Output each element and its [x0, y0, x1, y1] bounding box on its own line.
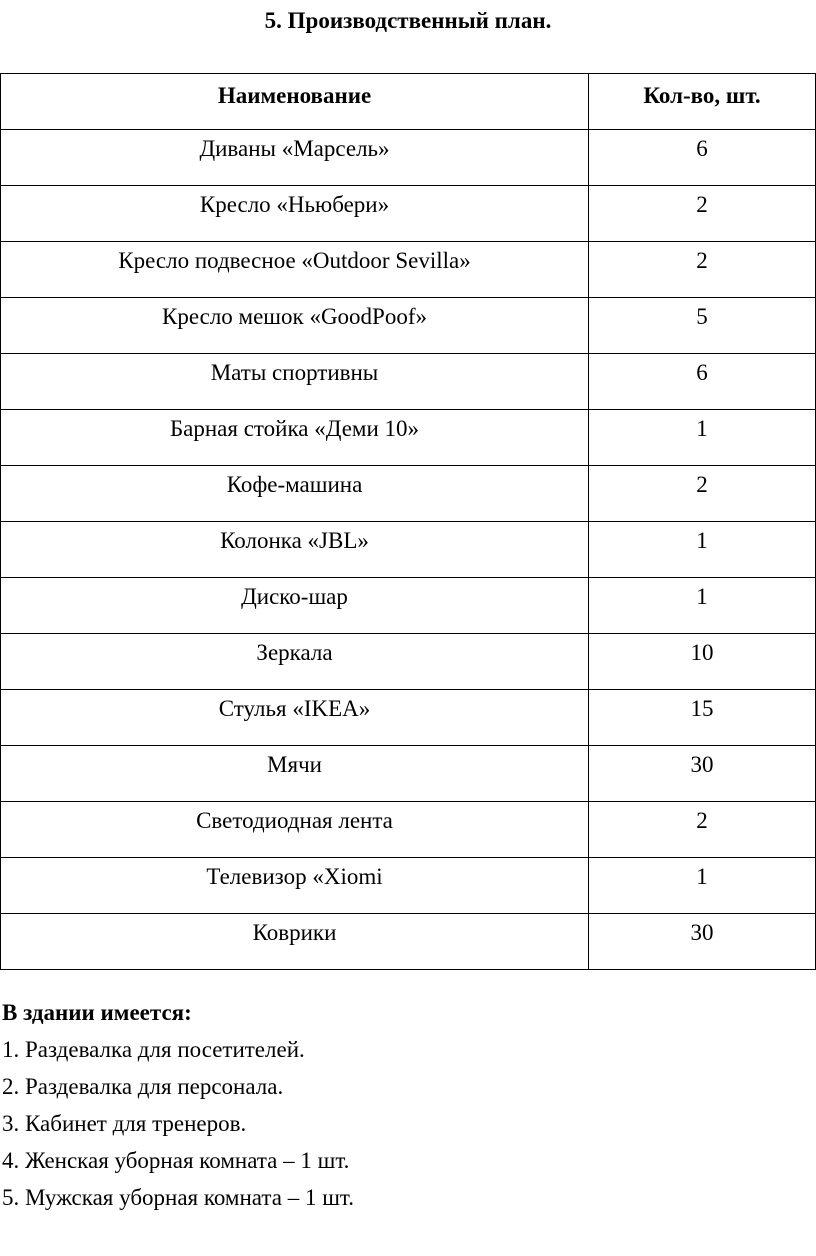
item-name-cell: Мячи — [1, 746, 589, 802]
item-quantity-cell: 2 — [589, 242, 816, 298]
table-row — [1, 690, 816, 746]
facilities-section — [2, 995, 354, 1216]
item-name-cell: Барная стойка «Деми 10» — [1, 410, 589, 466]
page-title: 5. Производственный план. — [264, 8, 552, 33]
facility-item: 3. Кабинет для тренеров. — [2, 1111, 247, 1136]
item-quantity-cell: 30 — [589, 746, 816, 802]
facility-item: 1. Раздевалка для посетителей. — [2, 1037, 305, 1062]
facilities-heading: В здании имеется: — [2, 1000, 192, 1025]
item-quantity-cell: 6 — [589, 130, 816, 186]
item-quantity-cell: 6 — [589, 354, 816, 410]
item-name-cell: Зеркала — [1, 634, 589, 690]
item-quantity-cell: 2 — [589, 186, 816, 242]
column-header-quantity: Кол-во, шт. — [589, 74, 816, 130]
facility-item: 5. Мужская уборная комната – 1 шт. — [2, 1185, 354, 1210]
table-row — [1, 242, 816, 298]
table-row — [1, 802, 816, 858]
item-name-cell: Кофе-машина — [1, 466, 589, 522]
item-name-cell: Коврики — [1, 914, 589, 970]
item-name-cell: Телевизор «Xiomi — [1, 858, 589, 914]
table-row — [1, 578, 816, 634]
item-quantity-cell: 2 — [589, 466, 816, 522]
item-quantity-cell: 2 — [589, 802, 816, 858]
table-header-row — [1, 74, 816, 130]
item-name-cell: Диско-шар — [1, 578, 589, 634]
item-quantity-cell: 10 — [589, 634, 816, 690]
item-name-cell: Стулья «IKEA» — [1, 690, 589, 746]
item-name-cell: Маты спортивны — [1, 354, 589, 410]
table-row — [1, 914, 816, 970]
table-row — [1, 466, 816, 522]
facility-item: 4. Женская уборная комната – 1 шт. — [2, 1148, 350, 1173]
item-quantity-cell: 5 — [589, 298, 816, 354]
item-name-cell: Колонка «JBL» — [1, 522, 589, 578]
item-quantity-cell: 1 — [589, 578, 816, 634]
item-quantity-cell: 1 — [589, 410, 816, 466]
item-quantity-cell: 1 — [589, 522, 816, 578]
facility-item: 2. Раздевалка для персонала. — [2, 1074, 284, 1099]
table-row — [1, 410, 816, 466]
column-header-name: Наименование — [1, 74, 589, 130]
item-name-cell: Светодиодная лента — [1, 802, 589, 858]
item-name-cell: Кресло подвесное «Outdoor Sevilla» — [1, 242, 589, 298]
table-row — [1, 634, 816, 690]
table-row — [1, 186, 816, 242]
table-row — [1, 858, 816, 914]
item-name-cell: Кресло мешок «GoodPoof» — [1, 298, 589, 354]
item-name-cell: Кресло «Ньюбери» — [1, 186, 589, 242]
table-row — [1, 354, 816, 410]
production-plan-table — [0, 73, 816, 970]
table-row — [1, 746, 816, 802]
item-quantity-cell: 30 — [589, 914, 816, 970]
table-row — [1, 130, 816, 186]
item-quantity-cell: 15 — [589, 690, 816, 746]
item-quantity-cell: 1 — [589, 858, 816, 914]
table-row — [1, 298, 816, 354]
table-row — [1, 522, 816, 578]
item-name-cell: Диваны «Марсель» — [1, 130, 589, 186]
